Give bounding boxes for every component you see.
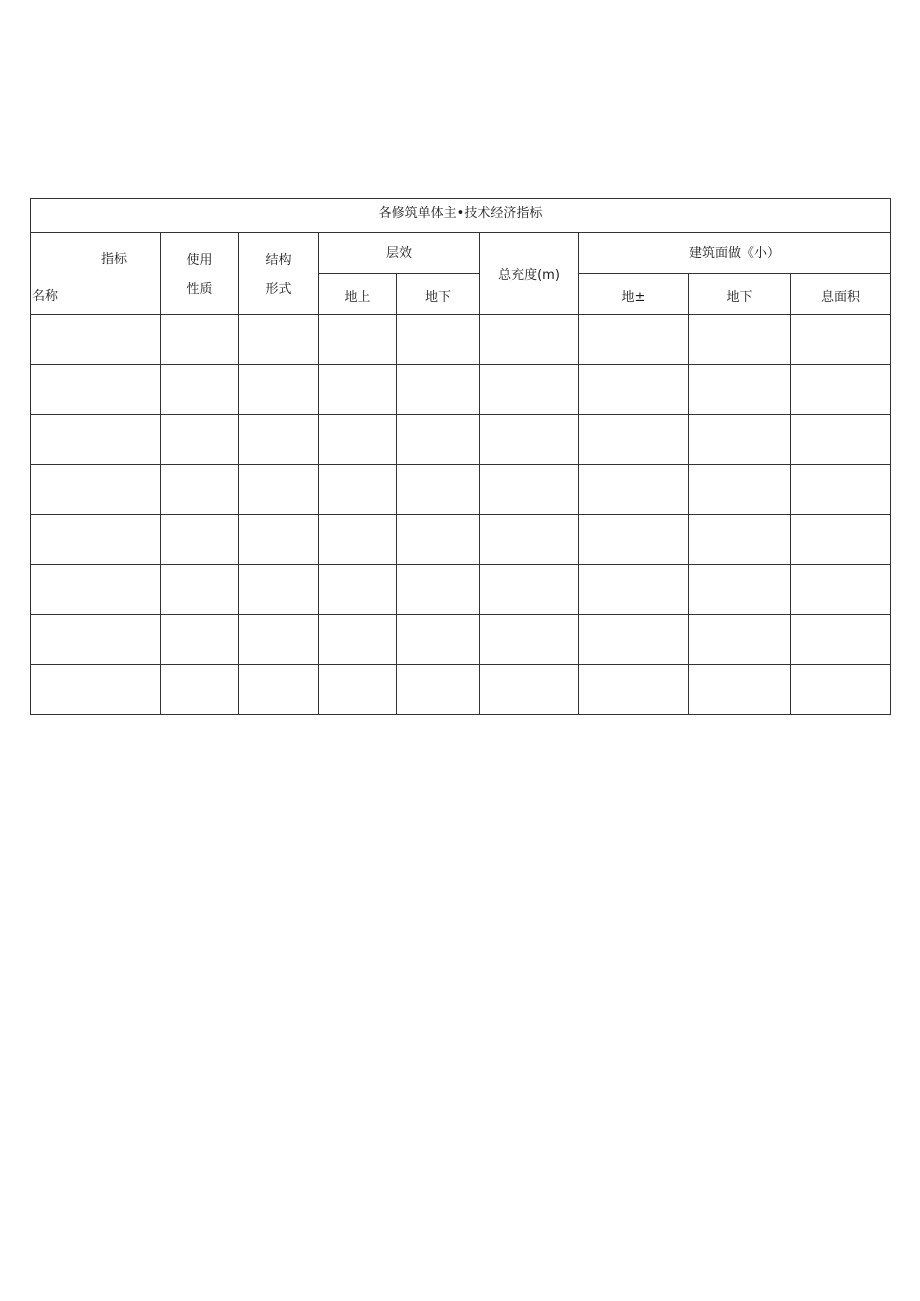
table-cell[interactable] — [579, 315, 689, 365]
header-structure-label: 结构 — [265, 252, 292, 268]
table-cell[interactable] — [480, 465, 579, 515]
title-row — [31, 199, 891, 233]
table-cell[interactable] — [579, 615, 689, 665]
table-cell[interactable] — [397, 615, 480, 665]
table-cell[interactable] — [319, 315, 397, 365]
table-cell[interactable] — [31, 415, 161, 465]
table-title-cell — [31, 199, 891, 233]
table-cell[interactable] — [161, 315, 239, 365]
header-floors-above-cell — [319, 274, 397, 315]
table-cell[interactable] — [239, 365, 319, 415]
table-cell[interactable] — [31, 465, 161, 515]
table-cell[interactable] — [239, 415, 319, 465]
table-cell[interactable] — [791, 365, 891, 415]
table-cell[interactable] — [161, 365, 239, 415]
header-floors-below-cell — [397, 274, 480, 315]
table-cell[interactable] — [239, 665, 319, 715]
table-cell[interactable] — [31, 615, 161, 665]
table-cell[interactable] — [480, 365, 579, 415]
header-name-label: 名称 — [32, 289, 59, 304]
table-cell[interactable] — [579, 565, 689, 615]
table-cell[interactable] — [161, 465, 239, 515]
table-cell[interactable] — [161, 615, 239, 665]
table-cell[interactable] — [319, 615, 397, 665]
indicator-table-sheet — [30, 198, 890, 715]
header-area-label: 建筑面做《小） — [688, 245, 780, 261]
header-structure-form-cell — [239, 233, 319, 315]
table-cell[interactable] — [689, 615, 791, 665]
table-cell[interactable] — [397, 365, 480, 415]
table-row — [31, 315, 891, 365]
table-cell[interactable] — [31, 365, 161, 415]
header-area-cell — [579, 233, 891, 274]
table-cell[interactable] — [319, 515, 397, 565]
header-row-1 — [31, 233, 891, 274]
header-area-below-label: 地下 — [726, 289, 753, 305]
header-floors-label: 层效 — [385, 245, 412, 261]
table-cell[interactable] — [689, 415, 791, 465]
header-index-name-cell — [31, 233, 161, 315]
table-cell[interactable] — [319, 665, 397, 715]
table-cell[interactable] — [689, 565, 791, 615]
header-area-above-cell — [579, 274, 689, 315]
header-total-height-label: 总充度(m) — [498, 268, 560, 283]
header-floors-below-label: 地下 — [424, 289, 451, 305]
table-cell[interactable] — [161, 665, 239, 715]
table-cell[interactable] — [397, 315, 480, 365]
table-cell[interactable] — [689, 515, 791, 565]
table-cell[interactable] — [579, 415, 689, 465]
header-use-nature-cell — [161, 233, 239, 315]
table-row — [31, 615, 891, 665]
table-cell[interactable] — [161, 415, 239, 465]
table-cell[interactable] — [791, 315, 891, 365]
table-cell[interactable] — [319, 365, 397, 415]
table-cell[interactable] — [791, 565, 891, 615]
table-cell[interactable] — [397, 465, 480, 515]
table-cell[interactable] — [480, 515, 579, 565]
table-cell[interactable] — [397, 665, 480, 715]
table-cell[interactable] — [791, 665, 891, 715]
header-form-label: 形式 — [265, 281, 292, 297]
table-cell[interactable] — [319, 565, 397, 615]
table-row — [31, 365, 891, 415]
table-cell[interactable] — [319, 465, 397, 515]
header-area-below-cell — [689, 274, 791, 315]
table-cell[interactable] — [239, 565, 319, 615]
table-body — [31, 199, 891, 715]
table-cell[interactable] — [579, 465, 689, 515]
indicator-table — [30, 198, 891, 715]
table-cell[interactable] — [161, 515, 239, 565]
table-cell[interactable] — [31, 565, 161, 615]
table-cell[interactable] — [791, 415, 891, 465]
table-cell[interactable] — [480, 615, 579, 665]
table-cell[interactable] — [239, 615, 319, 665]
table-cell[interactable] — [239, 315, 319, 365]
header-area-above-label: 地± — [621, 289, 646, 305]
table-row — [31, 665, 891, 715]
table-cell[interactable] — [689, 315, 791, 365]
table-cell[interactable] — [689, 465, 791, 515]
table-cell[interactable] — [239, 515, 319, 565]
table-cell[interactable] — [689, 365, 791, 415]
table-cell[interactable] — [161, 565, 239, 615]
header-area-total-label: 息面积 — [820, 289, 860, 305]
table-cell[interactable] — [791, 615, 891, 665]
table-title: 各修筑单体主•技术经济指标 — [378, 206, 543, 221]
header-floors-above-label: 地上 — [344, 289, 371, 305]
table-cell[interactable] — [579, 515, 689, 565]
table-cell[interactable] — [397, 415, 480, 465]
header-total-height-cell — [480, 233, 579, 315]
table-cell[interactable] — [397, 515, 480, 565]
table-cell[interactable] — [579, 665, 689, 715]
table-cell[interactable] — [31, 665, 161, 715]
table-cell[interactable] — [480, 315, 579, 365]
header-index-label: 指标 — [101, 252, 128, 267]
table-cell[interactable] — [480, 665, 579, 715]
table-row — [31, 515, 891, 565]
table-cell[interactable] — [319, 415, 397, 465]
table-cell[interactable] — [689, 665, 791, 715]
table-cell[interactable] — [579, 365, 689, 415]
table-cell[interactable] — [480, 565, 579, 615]
table-cell[interactable] — [480, 415, 579, 465]
table-cell[interactable] — [239, 465, 319, 515]
table-cell[interactable] — [791, 465, 891, 515]
table-row — [31, 415, 891, 465]
table-cell[interactable] — [31, 515, 161, 565]
header-floors-cell — [319, 233, 480, 274]
table-row — [31, 465, 891, 515]
header-nature-label: 性质 — [186, 281, 213, 297]
table-cell[interactable] — [31, 315, 161, 365]
table-cell[interactable] — [791, 515, 891, 565]
table-row — [31, 565, 891, 615]
header-area-total-cell — [791, 274, 891, 315]
header-use-label: 使用 — [186, 252, 213, 268]
table-cell[interactable] — [397, 565, 480, 615]
